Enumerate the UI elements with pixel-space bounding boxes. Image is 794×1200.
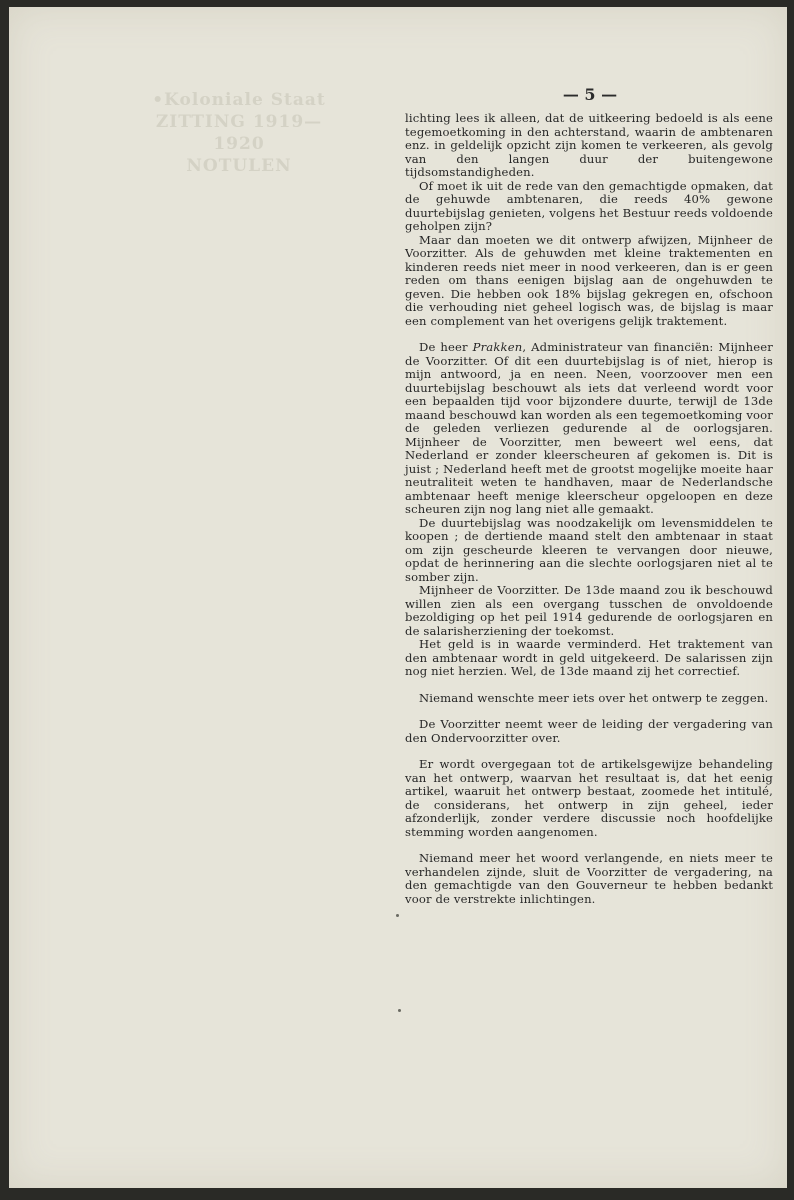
speck (398, 1009, 401, 1012)
paragraph: Niemand wenschte meer iets over het ontwerp te zeggen. (419, 690, 769, 705)
paragraph: Het geld is in waarde verminderd. Het traktement van den ambtenaar wordt in geld uitgekeerd. De salarissen zijn nog niet herzien. Wel, de 13de maand zij het correctief. (405, 637, 773, 678)
paragraph: Of moet ik uit de rede van den gemachtigde opmaken, dat de gehuwde ambtenaren, die reeds 40% gewone duurtebijslag genieten, volgens het Bestuur reeds voldoende geholpen zijn? (405, 178, 773, 233)
paragraph: Maar dan moeten we dit ontwerp afwijzen, Mijnheer de Voorzitter. Als de gehuwden met kleine traktementen en kinderen reeds niet meer in nood verkeeren, dan is er geen reden om thans eenigen bijslag aan de ongehuwden te geven. Die hebben ook 18% bijslag gekregen en, ofschoon die verhouding niet geheel logisch was, de bijslag is maar een complement van het overigens gelijk traktement. (405, 232, 773, 328)
paragraph: De duurtebijslag was noodzakelijk om levensmiddelen te koopen ; de dertiende maand stelt den ambtenaar in staat om zijn gescheurde kleeren te vervangen door nieuwe, opdat de herinnering aan die slechte oorlogsjaren niet al te somber zijn. (405, 515, 773, 584)
paragraph: Mijnheer de Voorzitter. De 13de maand zou ik beschouwd willen zien als een overgang tusschen de onvoldoende bezoldiging op het peil 1914 gedurende de oorlogsjaren en de salarisherziening der toekomst. (405, 583, 773, 638)
paragraph: Niemand meer het woord verlangende, en niets meer te verhandelen zijnde, sluit de Voorzitter de vergadering, na den gemachtigde van den Gouverneur te hebben bedankt voor de verstrekte inlichtingen. (405, 851, 773, 906)
ghost-line: NOTULEN (186, 156, 292, 176)
text-column (405, 112, 773, 906)
paragraph: Er wordt overgegaan tot de artikelsgewijze behandeling van het ontwerp, waarvan het resultaat is, dat het eenig artikel, waaruit het ontwerp bestaat, zoomede het intitulé, de considerans, het ontwerp in zijn geheel, ieder afzonderlijk, zonder verdere discussie noch hoofdelijke stemming worden aangenomen. (405, 757, 773, 839)
bleed-through-header (139, 89, 339, 177)
speck (396, 914, 399, 917)
paragraph: De Voorzitter neemt weer de leiding der vergadering van den Ondervoorzitter over. (405, 717, 773, 745)
ghost-line: •Koloniale Staat (152, 90, 326, 110)
paragraph: De heer Prakken, Administrateur van financiën: Mijnheer de Voorzitter. Of dit een duurtebijslag is of niet, hierop is mijn antwoord, ja en neen. Neen, voorzoover men een duurtebijslag beschouwt als iets dat verleend wordt voor een bepaalden tijd voor bijzondere duurte, terwijl de 13de maand beschouwd kan worden als een tegemoetkoming voor de geleden verliezen gedurende al de oorlogsjaren. Mijnheer de Voorzitter, men beweert wel eens, dat Nederland er zonder kleerscheuren af gekomen is. Dit is juist ; Nederland heeft met de grootst mogelijke moeite haar neutraliteit weten te handhaven, maar de Nederlandsche ambtenaar heeft menige kleerscheur opgeloopen en deze scheuren zijn nog lang niet alle gemaakt. (405, 340, 773, 516)
page-number: — 5 — (562, 85, 618, 104)
scanned-page (9, 7, 787, 1188)
speaker-name: Prakken (472, 340, 523, 354)
ghost-line: ZITTING 1919—1920 (155, 112, 323, 154)
paragraph: lichting lees ik alleen, dat de uitkeering bedoeld is als eene tegemoetkoming in den achterstand, waarin de ambtenaren enz. in geldelijk opzicht zijn komen te verkeeren, als gevolg van den langen duur der buitengewone tijdsomstandigheden. (405, 111, 773, 179)
